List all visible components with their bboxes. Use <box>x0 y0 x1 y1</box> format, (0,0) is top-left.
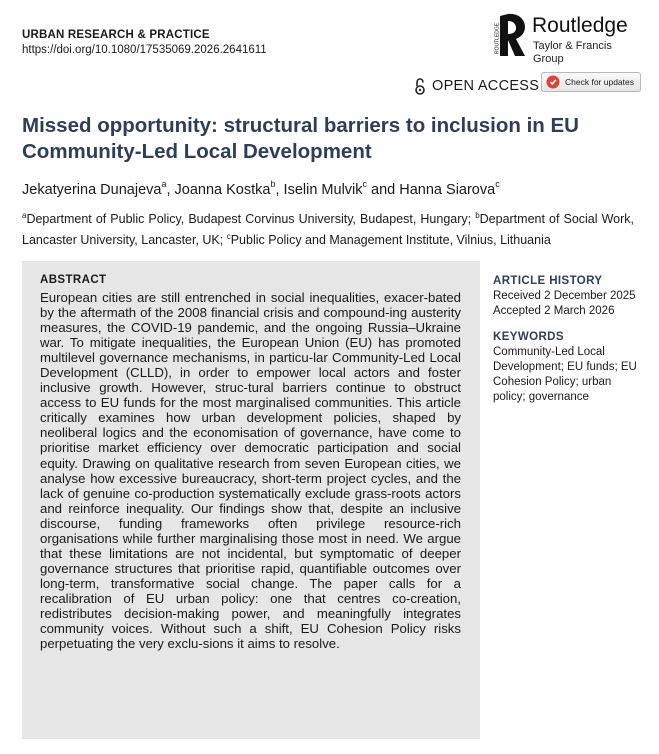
routledge-logo-icon <box>494 12 528 58</box>
author-separator: , <box>166 181 175 198</box>
author-affil-mark: c <box>495 179 500 189</box>
author-name[interactable]: Iselin Mulvik <box>283 181 363 198</box>
logo-vertical-text: ROUTLEDGE <box>494 22 501 54</box>
abstract-body: European cities are still entrenched in social inequalities, exacer-bated by the aftermath of the 2008 financial crisis and compound-ing austerity measures, the COVID-19 pandemic, and the ongoing Russia–Ukraine war. To mitigate inequalities, the European Union (EU) has promoted multilevel governance mechanisms, in particu-lar Community-Led Local Development (CLLD), in order to empower local actors and foster inclusive growth. However, struc-tural barriers continue to obstruct access to EU funds for the most marginalised communities. This article critically examines how urban development policies, shaped by neoliberal logics and the economisation of governance, have come to prioritise market efficiency over democratic participation and social equity. Drawing on qualitative research from seven European cities, we analyse how excessive bureaucracy, short-term project cycles, and the lack of genuine co-production systematically exclude grass-roots actors and reinforce inequality. Our findings show that, despite an inclusive discourse, funding frameworks often privilege resource-rich organisations while further marginalising those most in need. We argue that these limitations are not incidental, but symptomatic of deeper governance structures that prioritise rapid, quantifiable outcomes over long-term, transformative social change. The paper calls for a recalibration of EU urban policy: one that centres co-creation, redistributes decision-making power, and meaningfully integrates community voices. Without such a shift, EU Cohesion Policy risks perpetuating the very exclu-sions it aims to resolve. <box>40 290 461 652</box>
author-affil-mark: a <box>161 179 167 189</box>
keywords-list: Community-Led Local Development; EU funds; EU Cohesion Policy; urban policy; governance <box>493 346 637 403</box>
author-name[interactable]: Joanna Kostka <box>174 181 271 198</box>
author-name[interactable]: Jekatyerina Dunajeva <box>22 181 162 198</box>
affil-mark: b <box>475 211 480 220</box>
affiliation-text: Public Policy and Management Institute, Vilnius, Lithuania <box>230 233 551 248</box>
keywords-section <box>493 331 643 405</box>
publisher-group: Taylor & Francis Group <box>533 40 612 65</box>
publisher-name: Routledge <box>532 14 628 37</box>
accepted-date: Accepted 2 March 2026 <box>493 305 615 317</box>
open-access-label: OPEN ACCESS <box>432 78 540 94</box>
author-affil-mark: b <box>270 179 276 189</box>
affiliations <box>22 207 634 249</box>
author-name[interactable]: Hanna Siarova <box>399 181 496 198</box>
received-date: Received 2 December 2025 <box>493 290 636 302</box>
article-title: Missed opportunity: structural barriers to inclusion in EU Community-Led Local Development <box>22 114 579 163</box>
author-list <box>22 176 500 199</box>
abstract-heading: ABSTRACT <box>40 274 107 286</box>
journal-header <box>22 28 267 58</box>
keywords-heading: KEYWORDS <box>493 331 564 343</box>
open-lock-icon <box>414 78 426 95</box>
publisher-brand[interactable] <box>494 12 644 65</box>
history-heading: ARTICLE HISTORY <box>493 275 603 287</box>
author-separator: and <box>367 181 400 198</box>
affiliation-text: Department of Public Policy, Budapest Corvinus University, Budapest, Hungary; <box>26 212 476 227</box>
doi-link[interactable]: https://doi.org/10.1080/17535069.2026.2641611 <box>22 44 267 56</box>
check-for-updates-button[interactable] <box>541 72 641 92</box>
affiliation-text: Department of Social Work, Lancaster University, Lancaster, UK; <box>22 212 634 248</box>
check-updates-label: Check for updates <box>565 77 634 87</box>
author-separator: , <box>275 181 284 198</box>
affil-mark: c <box>226 232 231 242</box>
article-history <box>493 275 643 319</box>
check-updates-icon <box>546 75 560 89</box>
author-affil-mark: c <box>362 179 368 189</box>
open-access-badge <box>414 77 539 95</box>
affil-mark: a <box>22 211 27 220</box>
journal-name: URBAN RESEARCH & PRACTICE <box>22 29 210 41</box>
